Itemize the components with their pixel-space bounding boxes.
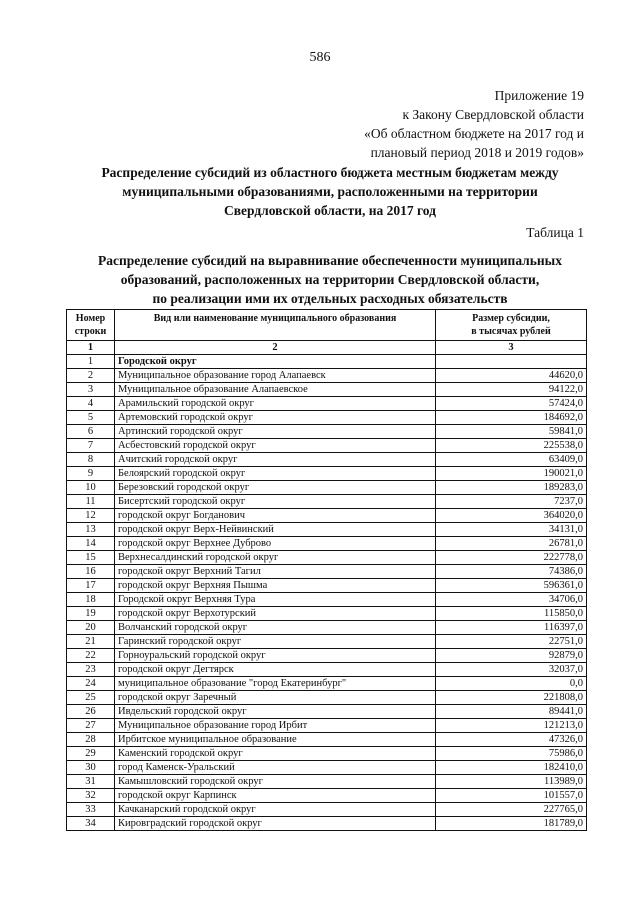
table-label: Таблица 1 [526, 225, 584, 240]
subsidy-value: 89441,0 [436, 705, 587, 719]
row-number: 14 [67, 537, 115, 551]
row-number: 18 [67, 593, 115, 607]
table-row [67, 705, 587, 719]
row-number: 2 [67, 369, 115, 383]
table-row [67, 635, 587, 649]
row-number: 30 [67, 761, 115, 775]
subsidy-value: 596361,0 [436, 579, 587, 593]
table-row [67, 453, 587, 467]
table-row [67, 397, 587, 411]
row-number: 33 [67, 803, 115, 817]
table-row [67, 663, 587, 677]
title-line: муниципальными образованиями, расположенными на территории [122, 184, 538, 199]
subsidy-value: 94122,0 [436, 383, 587, 397]
table-row [67, 537, 587, 551]
table-row [67, 495, 587, 509]
header-text: Размер субсидии, [472, 313, 550, 324]
municipality-name: Каменский городской округ [115, 747, 436, 761]
municipality-name: город Каменск-Уральский [115, 761, 436, 775]
table-row [67, 607, 587, 621]
subsidy-value: 59841,0 [436, 425, 587, 439]
municipality-name: городской округ Заречный [115, 691, 436, 705]
subsidy-value: 189283,0 [436, 481, 587, 495]
subsidy-value: 364020,0 [436, 509, 587, 523]
subsidy-value: 227765,0 [436, 803, 587, 817]
row-number: 26 [67, 705, 115, 719]
row-number: 16 [67, 565, 115, 579]
municipality-name: Ивдельский городской округ [115, 705, 436, 719]
municipality-name: городской округ Верхотурский [115, 607, 436, 621]
municipality-name: Белоярский городской округ [115, 467, 436, 481]
row-number: 15 [67, 551, 115, 565]
row-number: 34 [67, 817, 115, 831]
municipality-name: городской округ Богданович [115, 509, 436, 523]
table-row [67, 411, 587, 425]
subsidy-value: 34131,0 [436, 523, 587, 537]
row-number: 13 [67, 523, 115, 537]
subsidy-value: 101557,0 [436, 789, 587, 803]
table-title [60, 251, 600, 308]
subsidy-value: 34706,0 [436, 593, 587, 607]
municipality-name: Березовский городской округ [115, 481, 436, 495]
municipality-name: Гаринский городской округ [115, 635, 436, 649]
appendix-line: плановый период 2018 и 2019 годов» [370, 145, 584, 160]
table-row [67, 593, 587, 607]
row-number: 4 [67, 397, 115, 411]
table-row [67, 551, 587, 565]
subsidy-value: 181789,0 [436, 817, 587, 831]
row-number: 7 [67, 439, 115, 453]
subsidy-value: 184692,0 [436, 411, 587, 425]
appendix-line: к Закону Свердловской области [402, 107, 584, 122]
municipality-name: Ирбитское муниципальное образование [115, 733, 436, 747]
column-number: 1 [67, 341, 115, 355]
row-number: 31 [67, 775, 115, 789]
subsidy-value: 115850,0 [436, 607, 587, 621]
row-value [436, 355, 587, 369]
municipality-name: Волчанский городской округ [115, 621, 436, 635]
row-number: 5 [67, 411, 115, 425]
subsidy-value: 92879,0 [436, 649, 587, 663]
title-line: Распределение субсидий из областного бюджета местным бюджетам между [101, 165, 559, 180]
row-number: 22 [67, 649, 115, 663]
column-number-row [67, 341, 587, 355]
subsidy-value: 74386,0 [436, 565, 587, 579]
column-number: 2 [115, 341, 436, 355]
header-subsidy-amount [436, 310, 587, 341]
subsidy-value: 47326,0 [436, 733, 587, 747]
group-name: Городской округ [115, 355, 436, 369]
table-row [67, 439, 587, 453]
row-number: 20 [67, 621, 115, 635]
appendix-line: Приложение 19 [494, 88, 584, 103]
row-number: 24 [67, 677, 115, 691]
subsidy-value: 116397,0 [436, 621, 587, 635]
table-header-row [67, 310, 587, 341]
page-number: 586 [309, 50, 331, 65]
subtitle-line: по реализации ими их отдельных расходных обязательств [152, 291, 508, 306]
subtitle-line: образований, расположенных на территории Свердловской области, [120, 272, 540, 287]
table-row [67, 481, 587, 495]
table-row-group [67, 355, 587, 369]
row-number: 29 [67, 747, 115, 761]
table-row [67, 761, 587, 775]
municipality-name: Артинский городской округ [115, 425, 436, 439]
municipality-name: городской округ Верхнее Дуброво [115, 537, 436, 551]
row-number: 27 [67, 719, 115, 733]
municipality-name: Бисертский городской округ [115, 495, 436, 509]
subtitle-line: Распределение субсидий на выравнивание обеспеченности муниципальных [98, 253, 562, 268]
row-number: 21 [67, 635, 115, 649]
subsidy-value: 26781,0 [436, 537, 587, 551]
row-number: 25 [67, 691, 115, 705]
subsidy-value: 225538,0 [436, 439, 587, 453]
municipality-name: Муниципальное образование город Алапаевск [115, 369, 436, 383]
row-number: 12 [67, 509, 115, 523]
row-number: 23 [67, 663, 115, 677]
subsidy-value: 75986,0 [436, 747, 587, 761]
municipality-name: Качканарский городской округ [115, 803, 436, 817]
subsidy-table [66, 309, 587, 831]
row-number: 6 [67, 425, 115, 439]
column-number: 3 [436, 341, 587, 355]
header-text: в тысячах рублей [471, 326, 551, 337]
table-row [67, 467, 587, 481]
subsidy-value: 0,0 [436, 677, 587, 691]
subsidy-value: 44620,0 [436, 369, 587, 383]
table-row [67, 733, 587, 747]
header-text: строки [74, 326, 107, 337]
subsidy-value: 63409,0 [436, 453, 587, 467]
row-number: 10 [67, 481, 115, 495]
table-row [67, 621, 587, 635]
municipality-name: Ачитский городской округ [115, 453, 436, 467]
table-body [67, 341, 587, 831]
municipality-name: Горноуральский городской округ [115, 649, 436, 663]
municipality-name: Городской округ Верхняя Тура [115, 593, 436, 607]
table-row [67, 369, 587, 383]
municipality-name: Артемовский городской округ [115, 411, 436, 425]
table-row [67, 803, 587, 817]
table-row [67, 719, 587, 733]
municipality-name: городской округ Верх-Нейвинский [115, 523, 436, 537]
table-row [67, 383, 587, 397]
municipality-name: Верхнесалдинский городской округ [115, 551, 436, 565]
subsidy-value: 190021,0 [436, 467, 587, 481]
row-number: 28 [67, 733, 115, 747]
subsidy-value: 222778,0 [436, 551, 587, 565]
table-row [67, 425, 587, 439]
municipality-name: Асбестовский городской округ [115, 439, 436, 453]
municipality-name: Камышловский городской округ [115, 775, 436, 789]
municipality-name: городской округ Верхний Тагил [115, 565, 436, 579]
subsidy-value: 7237,0 [436, 495, 587, 509]
table-row [67, 789, 587, 803]
table-row [67, 817, 587, 831]
table-row [67, 649, 587, 663]
header-text: Номер [75, 313, 106, 324]
municipality-name: городской округ Карпинск [115, 789, 436, 803]
row-number: 1 [67, 355, 115, 369]
municipality-name: Муниципальное образование Алапаевское [115, 383, 436, 397]
row-number: 8 [67, 453, 115, 467]
subsidy-value: 57424,0 [436, 397, 587, 411]
table-row [67, 565, 587, 579]
title-line: Свердловской области, на 2017 год [223, 203, 437, 218]
municipality-name: муниципальное образование "город Екатеринбург" [115, 677, 436, 691]
table-row [67, 677, 587, 691]
row-number: 11 [67, 495, 115, 509]
table-row [67, 579, 587, 593]
subsidy-value: 221808,0 [436, 691, 587, 705]
subsidy-value: 113989,0 [436, 775, 587, 789]
municipality-name: Муниципальное образование город Ирбит [115, 719, 436, 733]
header-municipality: Вид или наименование муниципального образования [115, 310, 436, 341]
header-row-number [67, 310, 115, 341]
subsidy-value: 32037,0 [436, 663, 587, 677]
table-row [67, 691, 587, 705]
document-title [60, 163, 600, 220]
municipality-name: городской округ Верхняя Пышма [115, 579, 436, 593]
municipality-name: Арамильский городской округ [115, 397, 436, 411]
row-number: 3 [67, 383, 115, 397]
subsidy-value: 22751,0 [436, 635, 587, 649]
row-number: 9 [67, 467, 115, 481]
subsidy-value: 121213,0 [436, 719, 587, 733]
table-row [67, 523, 587, 537]
appendix-line: «Об областном бюджете на 2017 год и [364, 126, 584, 141]
municipality-name: городской округ Дегтярск [115, 663, 436, 677]
municipality-name: Кировградский городской округ [115, 817, 436, 831]
table-row [67, 747, 587, 761]
table-row [67, 509, 587, 523]
row-number: 19 [67, 607, 115, 621]
subsidy-value: 182410,0 [436, 761, 587, 775]
row-number: 17 [67, 579, 115, 593]
table-row [67, 775, 587, 789]
appendix-reference [364, 86, 584, 162]
row-number: 32 [67, 789, 115, 803]
